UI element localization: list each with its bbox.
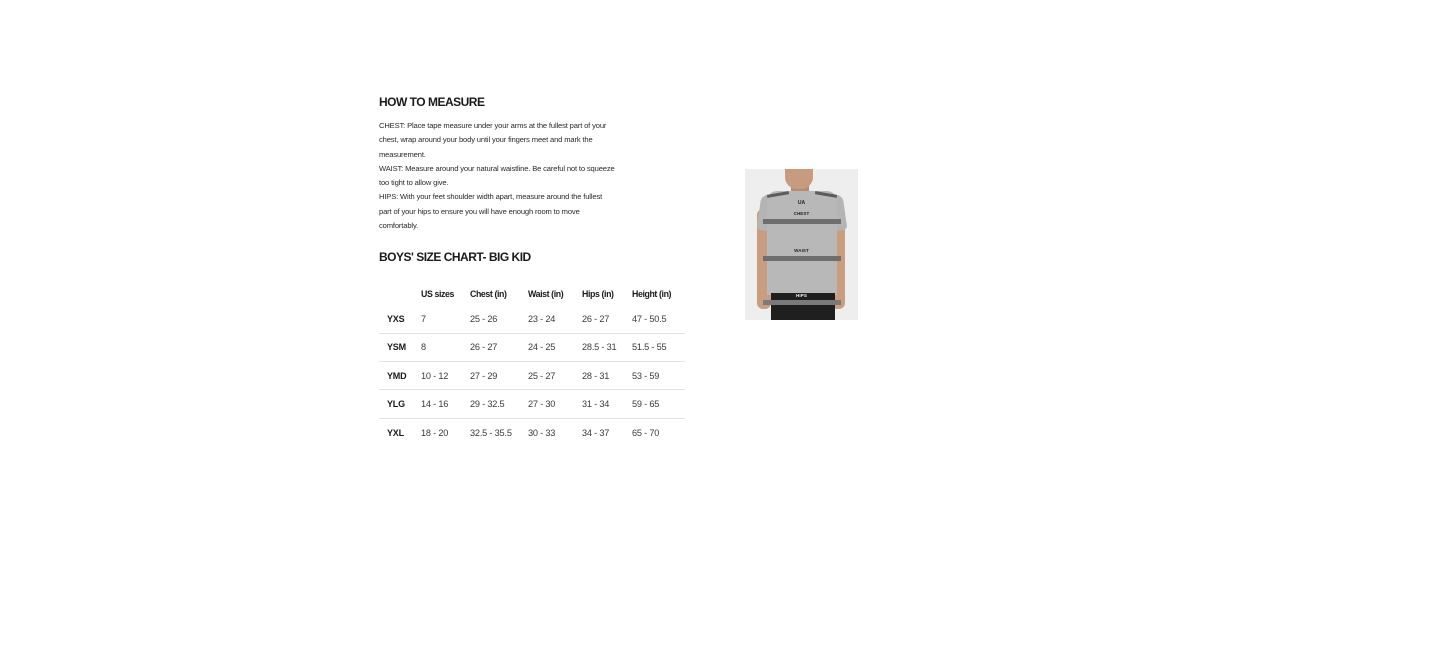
size-code: YMD bbox=[379, 362, 421, 390]
column-header-us-sizes: US sizes bbox=[421, 289, 454, 299]
how-to-measure-title: HOW TO MEASURE bbox=[379, 95, 485, 109]
us-size: 18 - 20 bbox=[421, 418, 470, 446]
column-header-hips: Hips (in) bbox=[582, 289, 614, 299]
hips-value: 26 - 27 bbox=[582, 313, 610, 324]
height-value: 53 - 59 bbox=[632, 362, 685, 390]
waist-value: 23 - 24 bbox=[528, 313, 556, 324]
waist-band bbox=[763, 256, 841, 261]
chest-value: 27 - 29 bbox=[470, 362, 528, 390]
height-value: 65 - 70 bbox=[632, 418, 685, 446]
size-code: YXS bbox=[387, 313, 405, 324]
table-row bbox=[379, 418, 685, 446]
waist-value: 27 - 30 bbox=[528, 390, 582, 418]
instruction-line: WAIST: Measure around your natural waistline. Be careful not to squeeze bbox=[379, 163, 615, 173]
height-value: 47 - 50.5 bbox=[632, 313, 667, 324]
measurement-model-photo bbox=[745, 169, 858, 320]
hips-value: 34 - 37 bbox=[582, 418, 632, 446]
brand-logo-icon: UA bbox=[797, 200, 806, 206]
hips-band bbox=[763, 300, 841, 305]
model-shirt bbox=[767, 191, 837, 295]
column-header-waist: Waist (in) bbox=[528, 289, 564, 299]
size-code: YXL bbox=[379, 418, 421, 446]
hips-value: 31 - 34 bbox=[582, 390, 632, 418]
measure-guide bbox=[379, 94, 689, 438]
table-row bbox=[379, 333, 685, 361]
chest-band bbox=[763, 219, 841, 224]
hips-value: 28.5 - 31 bbox=[582, 333, 632, 361]
table-row bbox=[379, 390, 685, 418]
chest-label: CHEST bbox=[793, 211, 810, 216]
waist-value: 24 - 25 bbox=[528, 333, 582, 361]
instruction-line: CHEST: Place tape measure under your arms at the fullest part of your bbox=[379, 121, 607, 130]
measure-instructions bbox=[379, 119, 654, 233]
size-chart-title: BOYS' SIZE CHART- BIG KID bbox=[379, 250, 531, 264]
hips-label: HIPS bbox=[796, 293, 807, 298]
chest-value: 26 - 27 bbox=[470, 333, 528, 361]
chest-value: 32.5 - 35.5 bbox=[470, 418, 528, 446]
table-header-row bbox=[379, 283, 685, 305]
size-code: YSM bbox=[379, 333, 421, 361]
us-size: 10 - 12 bbox=[421, 362, 470, 390]
column-header-size bbox=[379, 283, 421, 305]
column-header-height: Height (in) bbox=[632, 289, 672, 299]
size-code: YLG bbox=[379, 390, 421, 418]
height-value: 51.5 - 55 bbox=[632, 333, 685, 361]
height-value: 59 - 65 bbox=[632, 390, 685, 418]
chest-value: 25 - 26 bbox=[470, 313, 498, 324]
instruction-line: HIPS: With your feet shoulder width apart, measure around the fullest bbox=[379, 192, 603, 202]
hips-value: 28 - 31 bbox=[582, 362, 632, 390]
table-row bbox=[379, 362, 685, 390]
chest-value: 29 - 32.5 bbox=[470, 390, 528, 418]
column-header-chest: Chest (in) bbox=[470, 289, 507, 299]
waist-value: 30 - 33 bbox=[528, 418, 582, 446]
us-size: 8 bbox=[421, 333, 470, 361]
waist-label: WAIST bbox=[794, 248, 809, 253]
waist-value: 25 - 27 bbox=[528, 362, 582, 390]
instruction-line: part of your hips to ensure you will have enough room to move bbox=[379, 206, 580, 216]
instruction-line: measurement. bbox=[379, 149, 426, 159]
size-chart-table bbox=[379, 283, 685, 446]
instruction-line: chest, wrap around your body until your fingers meet and mark the bbox=[379, 135, 593, 145]
table-row bbox=[379, 305, 685, 333]
us-size: 7 bbox=[421, 313, 426, 324]
us-size: 14 - 16 bbox=[421, 390, 470, 418]
model-head bbox=[785, 169, 813, 189]
instruction-line: comfortably. bbox=[379, 221, 418, 231]
instruction-line: too tight to allow give. bbox=[379, 178, 449, 188]
